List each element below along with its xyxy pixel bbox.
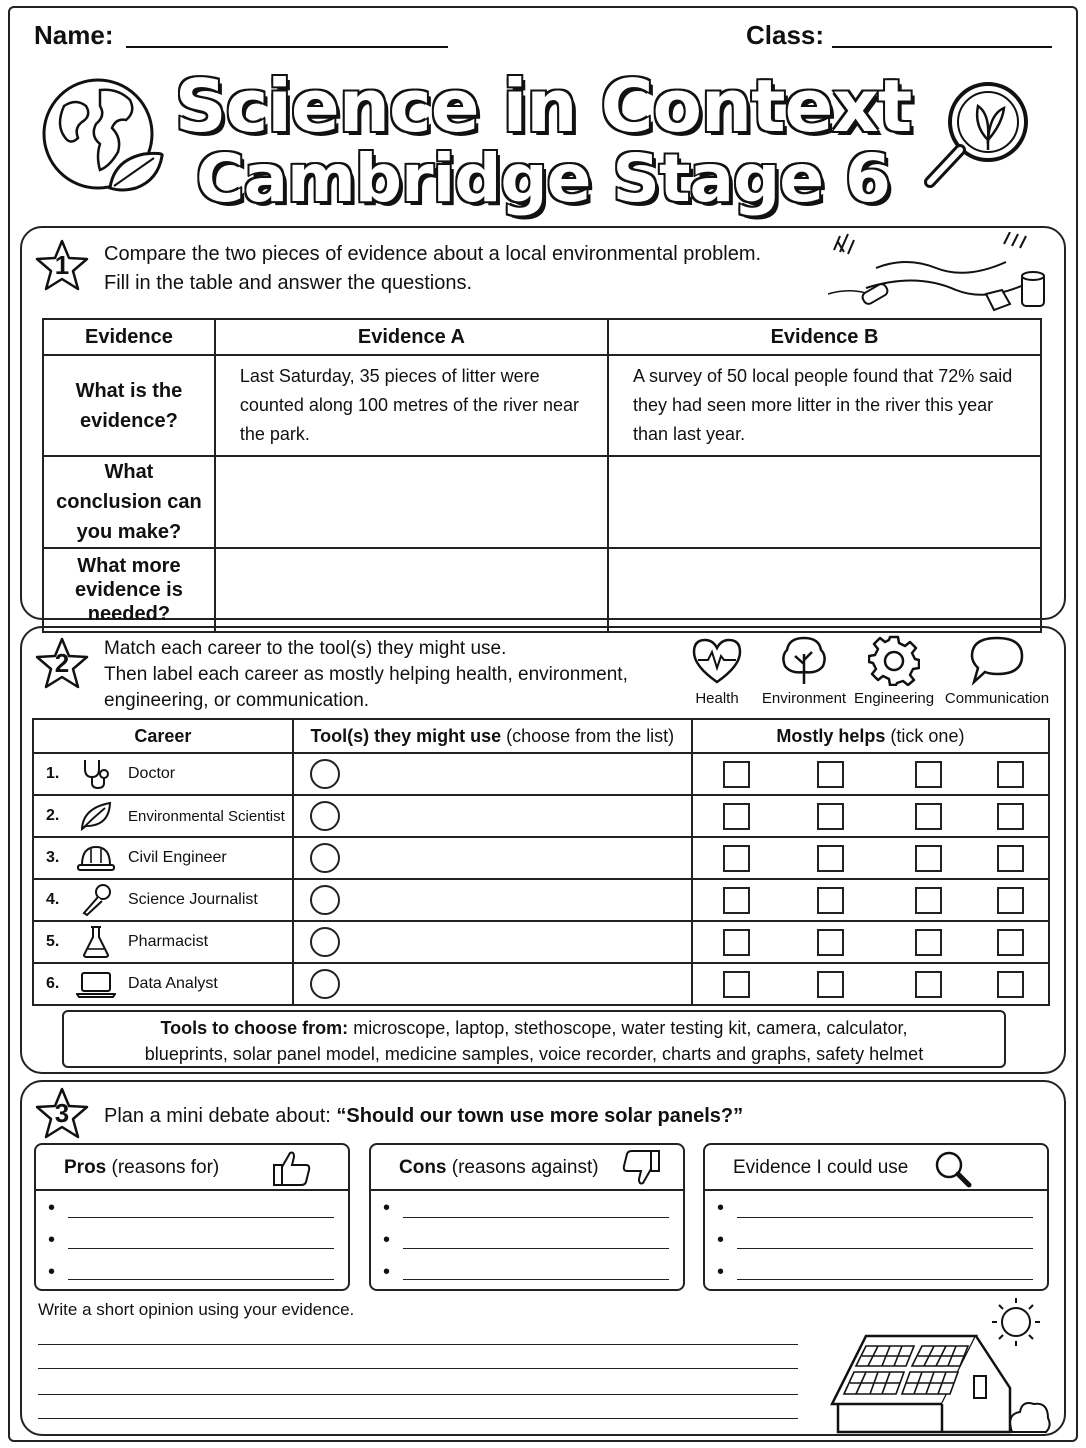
tool-answer-circle[interactable] — [310, 885, 340, 915]
section-3-number: 3 — [54, 1098, 70, 1128]
table-row — [33, 753, 1049, 795]
section-2-instruction-line-2: Then label each career as mostly helping health, environment, — [104, 664, 628, 685]
tick-box-health[interactable] — [723, 971, 750, 998]
bullet: • — [48, 1261, 56, 1283]
table-row — [33, 879, 1049, 921]
section-1-star-badge — [34, 238, 90, 294]
bullet: • — [717, 1261, 725, 1283]
opinion-line-3[interactable] — [38, 1394, 798, 1395]
debate-prompt-prefix: Plan a mini debate about: — [104, 1105, 331, 1127]
section-1-instructions — [104, 240, 761, 298]
conclusion-a-answer[interactable] — [215, 456, 608, 548]
cons-sublabel: (reasons against) — [451, 1157, 599, 1178]
career-header: Career — [33, 719, 293, 753]
tools-header-bold: Tool(s) they might use — [310, 725, 502, 746]
category-communication — [942, 634, 1052, 707]
tick-box-environment[interactable] — [817, 845, 844, 872]
more-evidence-b-answer[interactable] — [608, 548, 1041, 632]
career-name-science-journalist: Science Journalist — [128, 891, 258, 908]
river-litter-icon — [826, 232, 1054, 321]
row-label-what-is-evidence: What is the evidence? — [43, 355, 215, 456]
tick-box-communication[interactable] — [997, 887, 1024, 914]
career-number: 2. — [46, 807, 60, 824]
opinion-line-2[interactable] — [38, 1368, 798, 1369]
tick-box-engineering[interactable] — [915, 761, 942, 788]
evidence-table-header-b: Evidence B — [608, 319, 1041, 355]
tick-box-engineering[interactable] — [915, 887, 942, 914]
evidence-line-2[interactable] — [737, 1248, 1033, 1249]
class-field[interactable] — [832, 46, 1052, 48]
evidence-line-3[interactable] — [737, 1279, 1033, 1280]
more-evidence-a-answer[interactable] — [215, 548, 608, 632]
tool-answer-circle[interactable] — [310, 801, 340, 831]
section-2-number: 2 — [54, 648, 70, 678]
tick-boxes-row — [693, 838, 1048, 878]
pros-label: Pros — [64, 1157, 107, 1178]
tick-box-environment[interactable] — [817, 971, 844, 998]
evidence-header — [705, 1145, 1047, 1191]
evidence-table-header-a: Evidence A — [215, 319, 608, 355]
pros-box — [34, 1143, 350, 1291]
row-label-conclusion: What conclusion can you make? — [43, 456, 215, 548]
pros-line-3[interactable] — [68, 1279, 334, 1280]
section-3-star-badge — [34, 1086, 90, 1142]
pros-line-1[interactable] — [68, 1217, 334, 1218]
section-1-instruction-line-1: Compare the two pieces of evidence about a local environmental problem. — [104, 243, 762, 265]
category-environment — [760, 634, 848, 707]
table-row — [43, 355, 1041, 456]
evidence-box — [703, 1143, 1049, 1291]
career-number: 3. — [46, 849, 60, 866]
thumbs-up-icon — [272, 1149, 312, 1193]
hard-hat-icon — [76, 842, 116, 874]
section-2-instructions — [104, 636, 628, 714]
tick-box-health[interactable] — [723, 761, 750, 788]
section-2-instruction-line-3: engineering, or communication. — [104, 690, 370, 711]
tick-boxes-row — [693, 880, 1048, 920]
bullet: • — [48, 1197, 56, 1219]
evidence-label: Evidence I could use — [733, 1157, 909, 1178]
title-line-1: Science in Context — [174, 64, 912, 148]
bullet: • — [717, 1197, 725, 1219]
section-1-number: 1 — [54, 250, 70, 280]
helps-header — [692, 719, 1049, 753]
evidence-table — [42, 318, 1042, 633]
career-matching-table — [32, 718, 1050, 1006]
tick-box-environment[interactable] — [817, 803, 844, 830]
tool-answer-circle[interactable] — [310, 759, 340, 789]
table-row — [33, 837, 1049, 879]
cons-line-2[interactable] — [403, 1248, 669, 1249]
category-engineering-label: Engineering — [853, 690, 935, 707]
cons-box — [369, 1143, 685, 1291]
tick-box-environment[interactable] — [817, 929, 844, 956]
tick-box-health[interactable] — [723, 929, 750, 956]
pros-line-2[interactable] — [68, 1248, 334, 1249]
section-1-instruction-line-2: Fill in the table and answer the questions. — [104, 272, 472, 294]
row-label-more-evidence: What more evidence is needed? — [43, 548, 215, 632]
opinion-line-1[interactable] — [38, 1344, 798, 1345]
tick-box-health[interactable] — [723, 845, 750, 872]
tools-list-label: Tools to choose from: — [160, 1018, 349, 1038]
title-line-2: Cambridge Stage 6 — [196, 140, 890, 217]
tools-header-light: (choose from the list) — [506, 725, 675, 746]
category-environment-label: Environment — [761, 690, 847, 707]
bullet: • — [48, 1229, 56, 1251]
career-name-environmental-scientist: Environmental Scientist — [128, 807, 285, 825]
category-health-label: Health — [695, 690, 739, 707]
evidence-b-text: A survey of 50 local people found that 72% said they had seen more litter in the river this year than last year. — [608, 355, 1041, 456]
helps-header-light: (tick one) — [890, 725, 965, 746]
career-name-doctor: Doctor — [128, 765, 176, 782]
tool-answer-circle[interactable] — [310, 927, 340, 957]
career-number: 1. — [46, 765, 60, 782]
laptop-icon — [76, 968, 116, 1000]
evidence-line-1[interactable] — [737, 1217, 1033, 1218]
tick-box-engineering[interactable] — [915, 971, 942, 998]
tick-box-health[interactable] — [723, 803, 750, 830]
career-name-data-analyst: Data Analyst — [128, 975, 218, 992]
tools-list-line-2: blueprints, solar panel model, medicine samples, voice recorder, charts and graphs, safety helmet — [144, 1044, 924, 1064]
tick-box-environment[interactable] — [817, 761, 844, 788]
cons-label: Cons — [399, 1157, 447, 1178]
table-row — [43, 456, 1041, 548]
cons-line-3[interactable] — [403, 1279, 669, 1280]
tools-list-box — [62, 1010, 1006, 1068]
tick-box-communication[interactable] — [997, 929, 1024, 956]
magnifier-icon — [933, 1149, 975, 1195]
flask-icon — [76, 926, 116, 958]
bullet: • — [717, 1229, 725, 1251]
name-field[interactable] — [126, 46, 448, 48]
career-number: 6. — [46, 975, 60, 992]
career-number: 5. — [46, 933, 60, 950]
opinion-line-4[interactable] — [38, 1418, 798, 1419]
tick-boxes-row — [693, 964, 1048, 1004]
table-row — [33, 921, 1049, 963]
cons-line-1[interactable] — [403, 1217, 669, 1218]
pros-header — [36, 1145, 348, 1191]
tick-boxes-row — [693, 922, 1048, 962]
section-2-star-badge — [34, 636, 90, 692]
leaf-icon — [76, 800, 116, 832]
solar-house-icon — [826, 1292, 1052, 1439]
tools-list-line-1: microscope, laptop, stethoscope, water testing kit, camera, calculator, — [353, 1018, 908, 1038]
tick-box-communication[interactable] — [997, 761, 1024, 788]
conclusion-b-answer[interactable] — [608, 456, 1041, 548]
helps-header-bold: Mostly helps — [776, 725, 886, 746]
tick-box-engineering[interactable] — [915, 929, 942, 956]
speech-bubble-icon — [968, 634, 1026, 686]
name-label: Name: — [34, 20, 114, 50]
heart-pulse-icon — [690, 636, 744, 686]
tool-answer-circle[interactable] — [310, 969, 340, 999]
opinion-label: Write a short opinion using your evidence. — [38, 1300, 355, 1319]
tick-box-communication[interactable] — [997, 971, 1024, 998]
microphone-icon — [76, 884, 116, 916]
evidence-a-text: Last Saturday, 35 pieces of litter were counted along 100 metres of the river near the park. — [215, 355, 608, 456]
table-row — [33, 795, 1049, 837]
tick-box-communication[interactable] — [997, 845, 1024, 872]
tick-boxes-row — [693, 754, 1048, 794]
tick-box-environment[interactable] — [817, 887, 844, 914]
category-engineering — [852, 634, 936, 707]
tool-answer-circle[interactable] — [310, 843, 340, 873]
tick-boxes-row — [693, 796, 1048, 836]
career-name-civil-engineer: Civil Engineer — [128, 849, 227, 866]
career-name-pharmacist: Pharmacist — [128, 933, 209, 950]
gear-icon — [868, 634, 920, 686]
section-2-instruction-line-1: Match each career to the tool(s) they might use. — [104, 638, 507, 659]
tree-icon — [779, 634, 829, 686]
tick-box-engineering[interactable] — [915, 803, 942, 830]
thumbs-down-icon — [621, 1149, 661, 1193]
category-communication-label: Communication — [944, 690, 1050, 707]
tools-header — [293, 719, 692, 753]
cons-header — [371, 1145, 683, 1191]
bullet: • — [383, 1197, 391, 1219]
pros-sublabel: (reasons for) — [111, 1157, 220, 1178]
debate-question: “Should our town use more solar panels?” — [336, 1105, 744, 1127]
class-label: Class: — [746, 20, 825, 50]
table-row — [43, 548, 1041, 632]
bullet: • — [383, 1261, 391, 1283]
section-3-instructions — [104, 1102, 743, 1131]
career-number: 4. — [46, 891, 60, 908]
evidence-table-header-evidence: Evidence — [43, 319, 215, 355]
table-row — [33, 963, 1049, 1005]
tick-box-engineering[interactable] — [915, 845, 942, 872]
bullet: • — [383, 1229, 391, 1251]
category-health — [676, 636, 758, 707]
stethoscope-icon — [76, 758, 116, 790]
tick-box-communication[interactable] — [997, 803, 1024, 830]
tick-box-health[interactable] — [723, 887, 750, 914]
